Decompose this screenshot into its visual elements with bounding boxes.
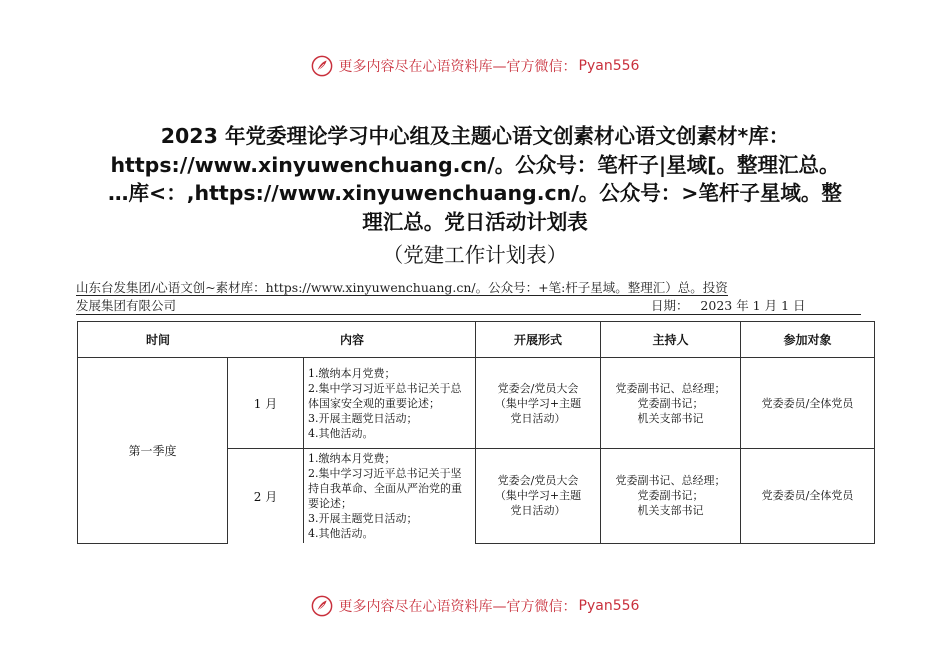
activity-plan-table — [77, 321, 875, 544]
host-line: 机关支部书记 — [637, 411, 704, 425]
org-line-1 — [76, 279, 884, 296]
document-date: 日期： 2023 年 1 月 1 日 — [651, 298, 806, 313]
feather-logo-icon — [311, 55, 333, 77]
watermark-banner-top — [0, 52, 950, 80]
watermark-brand: Pyan556 — [578, 58, 640, 74]
title-line: …库<：,https://www.xinyuwenchuang.cn/。公众号：>笔杆子星域。整 — [108, 181, 842, 205]
header-participants: 参加对象 — [741, 322, 875, 358]
form-cell — [476, 449, 601, 544]
form-line: （集中学习+主题 — [494, 489, 582, 503]
row-1-inner — [228, 358, 476, 449]
form-line: 党日活动） — [510, 504, 566, 518]
content-item: 2.集中学习习近平总书记关于坚持自我革命、全面从严治党的重要论述； — [308, 467, 462, 510]
header-time: 时间 内容 — [78, 322, 476, 358]
host-cell — [601, 358, 741, 449]
content-cell — [304, 358, 476, 448]
watermark-text: 更多内容尽在心语资料库—官方微信： — [338, 59, 577, 75]
row-2-inner — [228, 449, 476, 544]
form-cell — [476, 358, 601, 449]
content-item: 3.开展主题党日活动； — [308, 512, 418, 525]
host-line: 机关支部书记 — [637, 504, 704, 518]
host-cell — [601, 449, 741, 544]
content-item: 4.其他活动。 — [308, 527, 374, 540]
month-cell: 2 月 — [228, 449, 304, 543]
host-line: 党委副书记、总经理； — [615, 474, 726, 488]
content-item: 2.集中学习习近平总书记关于总体国家安全观的重要论述； — [308, 381, 462, 410]
form-line: 党日活动） — [510, 411, 566, 425]
form-line: 党委会/党员大会 — [497, 474, 579, 488]
content-cell — [304, 449, 476, 543]
participants-cell: 党委委员/全体党员 — [741, 358, 875, 449]
header-form: 开展形式 — [476, 322, 601, 358]
content-item: 1.缴纳本月党费； — [308, 452, 396, 465]
table-header-row — [78, 322, 875, 358]
watermark-text: 更多内容尽在心语资料库—官方微信： — [338, 599, 577, 615]
watermark-brand: Pyan556 — [578, 598, 640, 614]
watermark-banner-bottom — [0, 592, 950, 620]
title-line: https://www.xinyuwenchuang.cn/。公众号：笔杆子|星域[。整理汇总。 — [110, 152, 840, 177]
org-line-2 — [76, 297, 861, 315]
form-line: （集中学习+主题 — [494, 396, 582, 410]
content-item: 4.其他活动。 — [308, 426, 374, 440]
form-line: 党委会/党员大会 — [497, 381, 579, 395]
month-cell: 1 月 — [228, 358, 304, 448]
content-item: 1.缴纳本月党费； — [308, 366, 396, 380]
feather-logo-icon — [311, 595, 333, 617]
header-host: 主持人 — [601, 322, 741, 358]
content-item: 3.开展主题党日活动； — [308, 411, 418, 425]
host-line: 党委副书记； — [637, 489, 704, 503]
org-name-part2: 发展集团有限公司 — [76, 298, 177, 313]
org-name-part1: 山东台发集团/心语文创~素材库：https://www.xinyuwenchuang.cn/。公众号：+笔:杆子星域。整理汇）总。投资 — [76, 280, 728, 295]
host-line: 党委副书记； — [637, 396, 704, 410]
document-subtitle: （党建工作计划表） — [382, 243, 568, 267]
host-line: 党委副书记、总经理； — [615, 381, 726, 395]
document-title — [70, 122, 880, 236]
quarter-cell: 第一季度 — [78, 358, 228, 544]
header-content: 内容 — [340, 333, 365, 347]
title-line: 2023 年党委理论学习中心组及主题心语文创素材心语文创素材*库： — [160, 124, 790, 148]
title-line: 理汇总。党日活动计划表 — [362, 209, 588, 234]
participants-cell: 党委委员/全体党员 — [741, 449, 875, 544]
table-row — [78, 358, 875, 449]
